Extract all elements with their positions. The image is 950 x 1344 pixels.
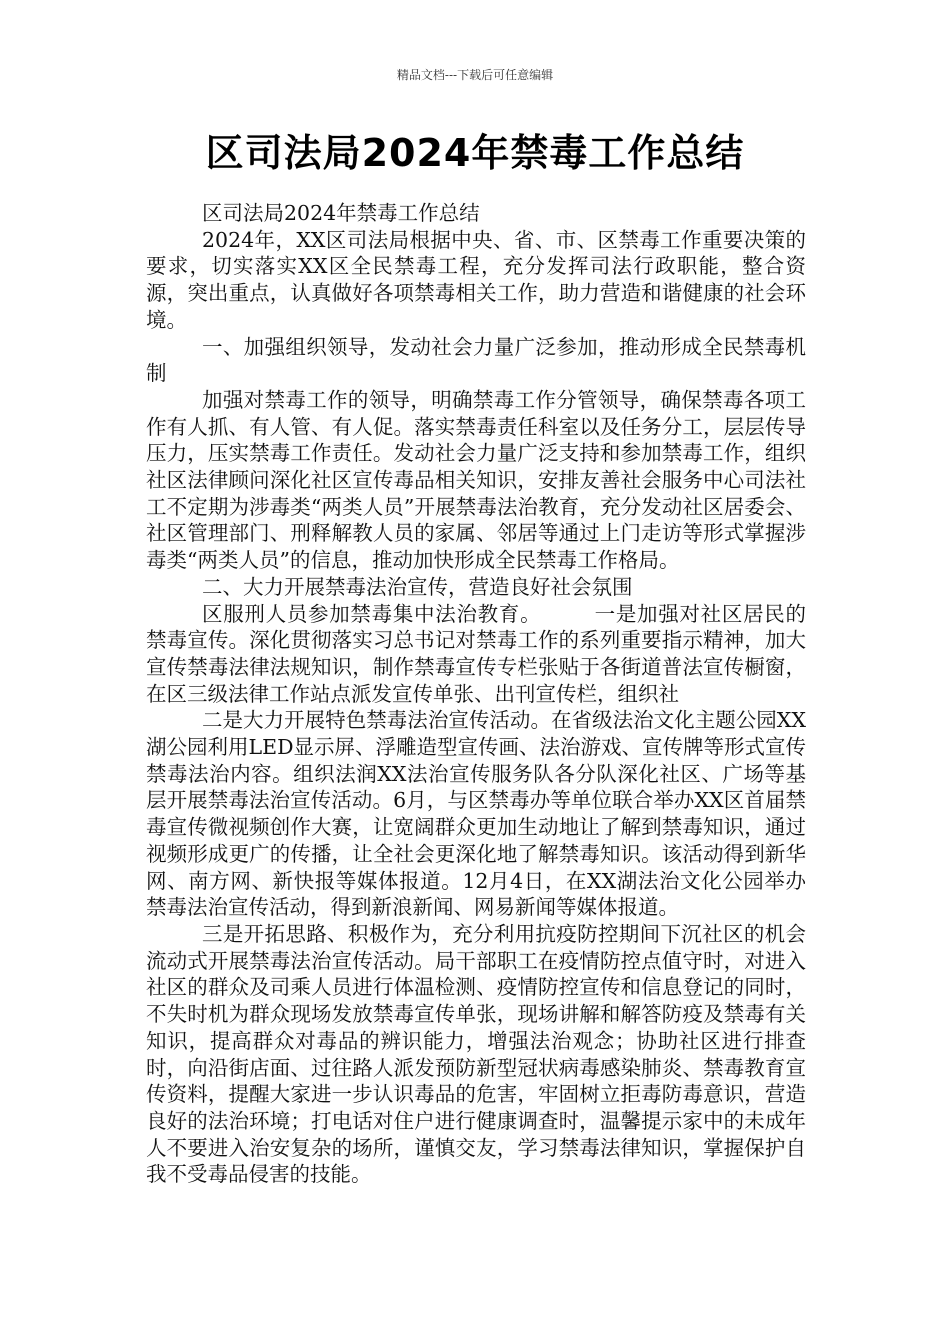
section-heading-1: 一、加强组织领导，发动社会力量广泛参加，推动形成全民禁毒机制	[146, 334, 806, 386]
document-title: 区司法局2024年禁毒工作总结	[205, 131, 745, 175]
page-header: 精品文档---下载后可任意编辑	[396, 68, 554, 82]
paragraph-section-1: 加强对禁毒工作的领导，明确禁毒工作分管领导，确保禁毒各项工作有人抓、有人管、有人促。落实禁毒责任科室以及任务分工，层层传导压力，压实禁毒工作责任。发动社会力量广泛支持和参加禁毒工作，组织社区法律顾问深化社区宣传毒品相关知识，安排友善社会服务中心司法社工不定期为涉毒类“两类人员”开展禁毒法治教育，充分发动社区居委会、社区管理部门、刑释解教人员的家属、邻居等通过上门走访等形式掌握涉毒类“两类人员”的信息，推动加快形成全民禁毒工作格局。	[146, 387, 806, 573]
section-heading-2: 二、大力开展禁毒法治宣传，营造良好社会氛围	[202, 574, 633, 599]
paragraph-intro: 2024年，XX区司法局根据中央、省、市、区禁毒工作重要决策的要求，切实落实XX区全民禁毒工程，充分发挥司法行政职能，整合资源，突出重点，认真做好各项禁毒相关工作，助力营造和谐健康的社会环境。	[146, 227, 806, 332]
document-body	[146, 200, 806, 1188]
paragraph-subtitle: 区司法局2024年禁毒工作总结	[202, 201, 480, 225]
paragraph-item-1: 区服刑人员参加禁毒集中法治教育。 一是加强对社区居民的禁毒宣传。深化贯彻落实习总书记对禁毒工作的系列重要指示精神，加大宣传禁毒法律法规知识，制作禁毒宣传专栏张贴于各街道普法宣传橱窗，在区三级法律工作站点派发宣传单张、出刊宣传栏，组织社	[146, 601, 806, 706]
paragraph-item-3: 三是开拓思路、积极作为，充分利用抗疫防控期间下沉社区的机会流动式开展禁毒法治宣传活动。局干部职工在疫情防控点值守时，对进入社区的群众及司乘人员进行体温检测、疫情防控宣传和信息登记的同时，不失时机为群众现场发放禁毒宣传单张，现场讲解和解答防疫及禁毒有关知识，提高群众对毒品的辨识能力，增强法治观念；协助社区进行排查时，向沿街店面、过往路人派发预防新型冠状病毒感染肺炎、禁毒教育宣传资料，提醒大家进一步认识毒品的危害，牢固树立拒毒防毒意识，营造良好的法治环境；打电话对住户进行健康调查时，温馨提示家中的未成年人不要进入治安复杂的场所，谨慎交友，学习禁毒法律知识，掌握保护自我不受毒品侵害的技能。	[146, 921, 806, 1187]
paragraph-item-2: 二是大力开展特色禁毒法治宣传活动。在省级法治文化主题公园XX湖公园利用LED显示屏、浮雕造型宣传画、法治游戏、宣传牌等形式宣传禁毒法治内容。组织法润XX法治宣传服务队各分队深化社区、广场等基层开展禁毒法治宣传活动。6月，与区禁毒办等单位联合举办XX区首届禁毒宣传微视频创作大赛，让宽阔群众更加生动地让了解到禁毒知识，通过视频形成更广的传播，让全社会更深化地了解禁毒知识。该活动得到新华网、南方网、新快报等媒体报道。12月4日，在XX湖法治文化公园举办禁毒法治宣传活动，得到新浪新闻、网易新闻等媒体报道。	[146, 708, 807, 920]
